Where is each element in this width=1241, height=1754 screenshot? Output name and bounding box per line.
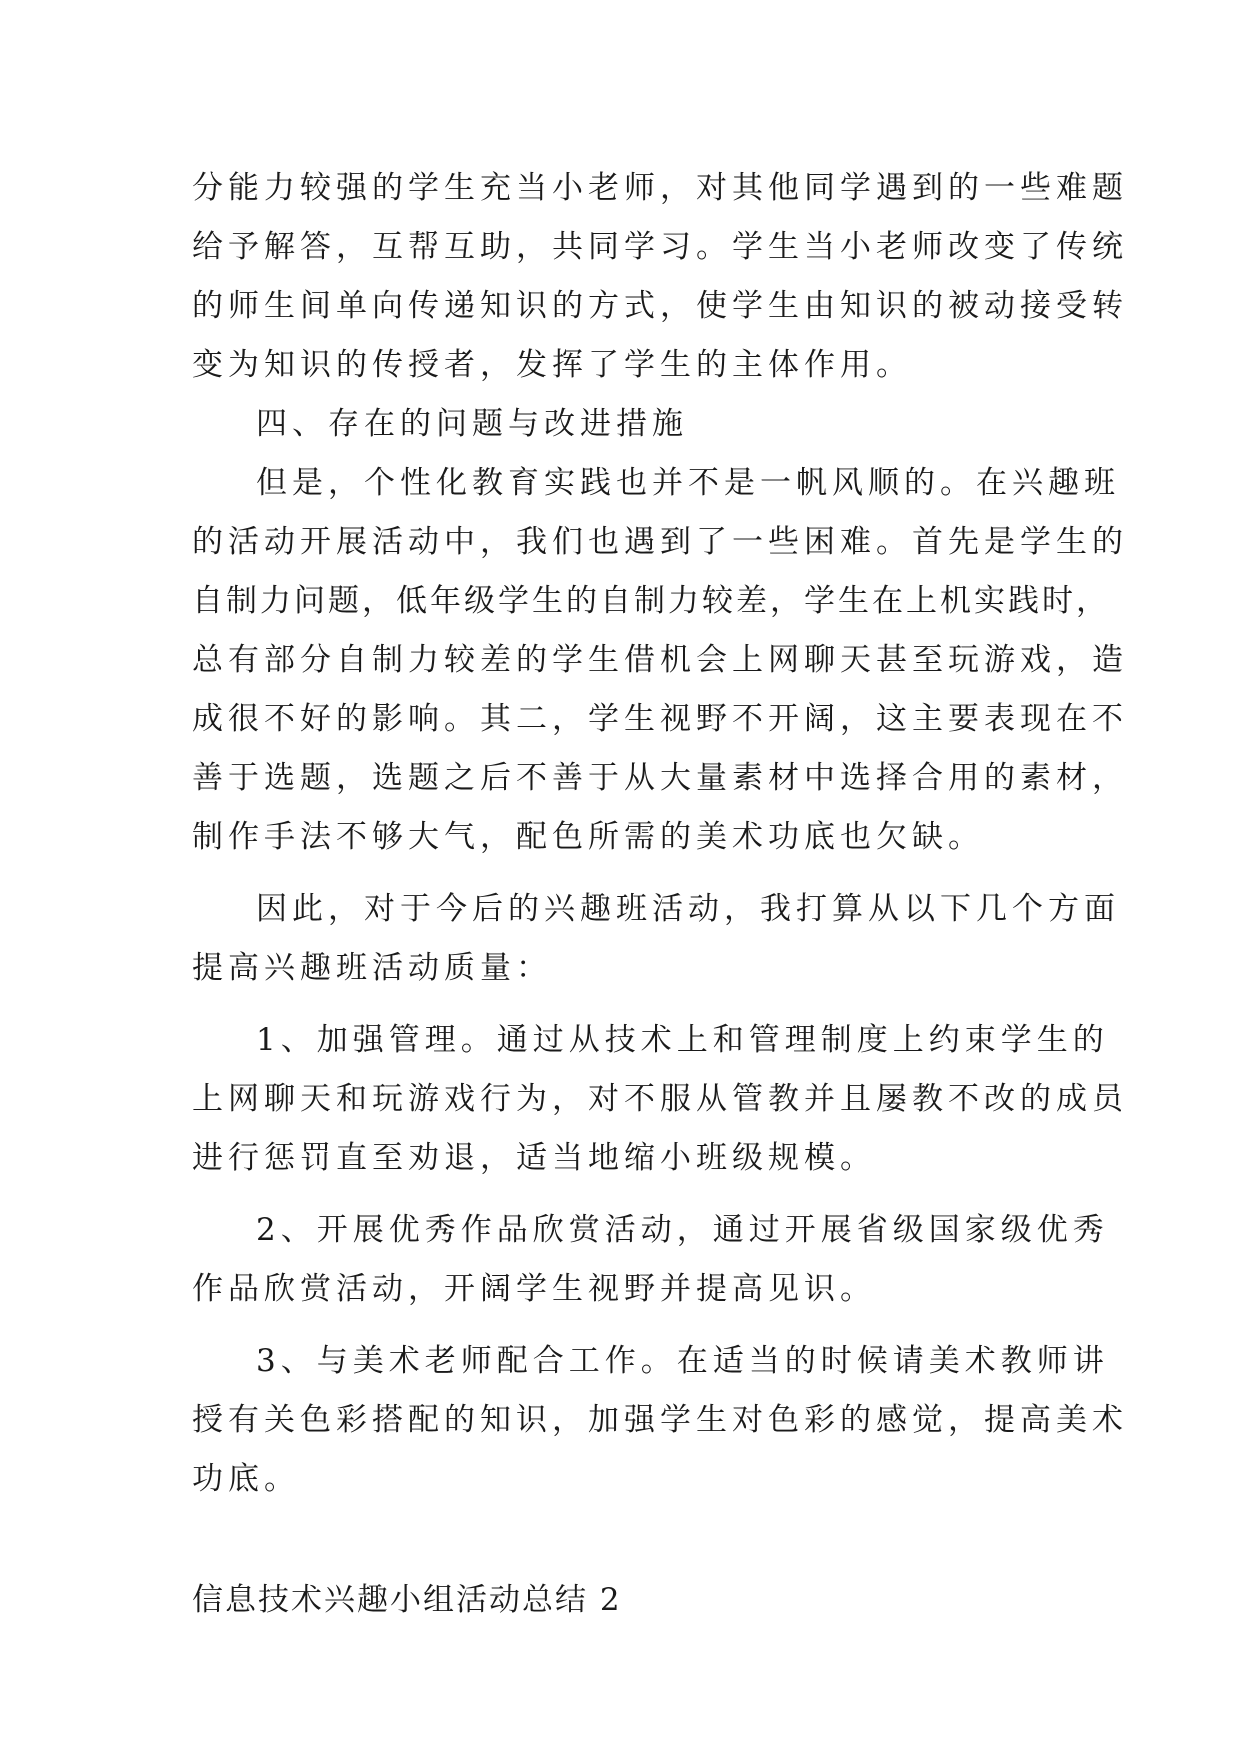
list-item: 3、与美术老师配合工作。在适当的时候请美术教师讲 xyxy=(256,1343,1109,1379)
list-item: 1、加强管理。通过从技术上和管理制度上约束学生的 xyxy=(256,1022,1109,1058)
text-line: 上网聊天和玩游戏行为，对不服从管教并且屡教不改的成员 xyxy=(192,1081,1128,1117)
text-line: 授有关色彩搭配的知识，加强学生对色彩的感觉，提高美术 xyxy=(192,1402,1128,1438)
list-item: 2、开展优秀作品欣赏活动，通过开展省级国家级优秀 xyxy=(256,1212,1109,1248)
text-line: 变为知识的传授者，发挥了学生的主体作用。 xyxy=(192,347,912,383)
text-line: 的活动开展活动中，我们也遇到了一些困难。首先是学生的 xyxy=(192,524,1128,560)
section-heading: 四、存在的问题与改进措施 xyxy=(256,406,688,442)
text-line: 制作手法不够大气，配色所需的美术功底也欠缺。 xyxy=(192,819,984,855)
text-line: 进行惩罚直至劝退，适当地缩小班级规模。 xyxy=(192,1140,876,1176)
text-line: 给予解答，互帮互助，共同学习。学生当小老师改变了传统 xyxy=(192,229,1128,265)
text-line: 的师生间单向传递知识的方式，使学生由知识的被动接受转 xyxy=(192,288,1128,324)
text-line: 因此，对于今后的兴趣班活动，我打算从以下几个方面 xyxy=(256,891,1120,927)
text-line: 分能力较强的学生充当小老师，对其他同学遇到的一些难题 xyxy=(192,170,1128,206)
text-line: 提高兴趣班活动质量： xyxy=(192,950,552,986)
text-line: 自制力问题，低年级学生的自制力较差，学生在上机实践时， xyxy=(192,583,1110,619)
text-line: 成很不好的影响。其二，学生视野不开阔，这主要表现在不 xyxy=(192,701,1128,737)
text-line: 善于选题，选题之后不善于从大量素材中选择合用的素材， xyxy=(192,760,1128,796)
text-line: 总有部分自制力较差的学生借机会上网聊天甚至玩游戏，造 xyxy=(192,642,1128,678)
text-line: 但是，个性化教育实践也并不是一帆风顺的。在兴趣班 xyxy=(256,465,1120,501)
next-section-title: 信息技术兴趣小组活动总结 2 xyxy=(192,1582,622,1618)
text-line: 功底。 xyxy=(192,1461,300,1497)
text-line: 作品欣赏活动，开阔学生视野并提高见识。 xyxy=(192,1271,876,1307)
